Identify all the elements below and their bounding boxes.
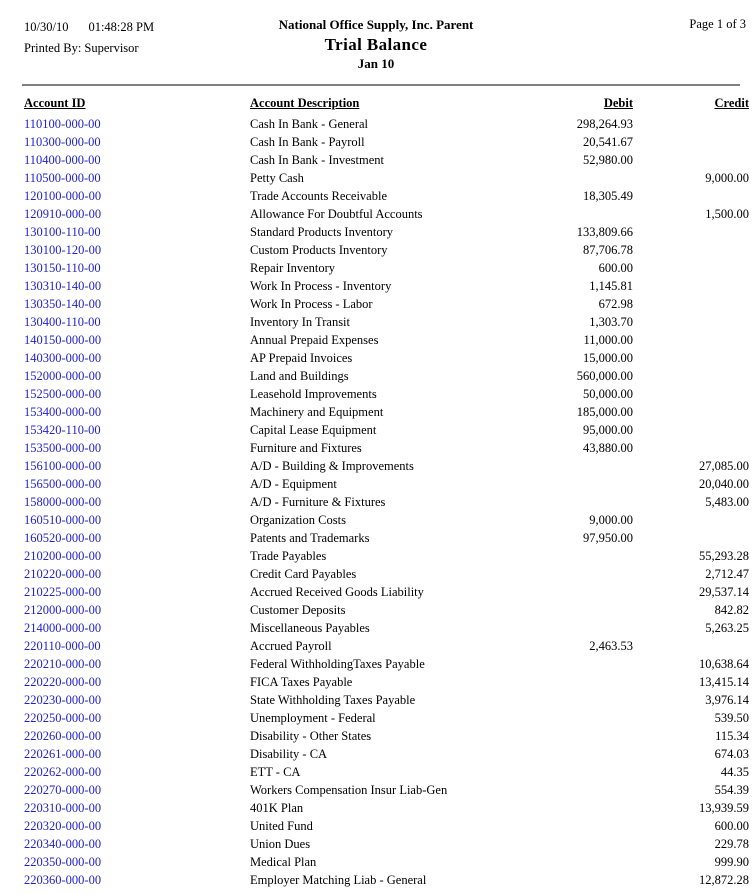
account-id-link[interactable]: 214000-000-00 bbox=[24, 621, 102, 635]
account-id-cell bbox=[24, 655, 250, 673]
table-row bbox=[24, 385, 749, 403]
table-row bbox=[24, 565, 749, 583]
account-description: Allowance For Doubtful Accounts bbox=[250, 207, 423, 221]
table-row bbox=[24, 115, 749, 133]
account-description: Disability - Other States bbox=[250, 729, 372, 743]
account-id-link[interactable]: 212000-000-00 bbox=[24, 603, 102, 617]
account-id-link[interactable]: 130310-140-00 bbox=[24, 279, 102, 293]
debit-amount: 298,264.93 bbox=[576, 117, 633, 131]
account-description: Inventory In Transit bbox=[250, 315, 350, 329]
table-row bbox=[24, 673, 749, 691]
account-id-cell bbox=[24, 457, 250, 475]
credit-amount bbox=[633, 385, 749, 403]
account-description: Disability - CA bbox=[250, 747, 328, 761]
credit-amount bbox=[633, 259, 749, 277]
account-id-link[interactable]: 120910-000-00 bbox=[24, 207, 102, 221]
account-description: Accrued Payroll bbox=[250, 639, 332, 653]
account-description: Unemployment - Federal bbox=[250, 711, 376, 725]
credit-amount bbox=[633, 637, 749, 655]
account-description: United Fund bbox=[250, 819, 313, 833]
credit-amount: 9,000.00 bbox=[705, 171, 749, 185]
account-id-link[interactable]: 220262-000-00 bbox=[24, 765, 102, 779]
debit-amount bbox=[486, 781, 633, 799]
account-id-cell bbox=[24, 781, 250, 799]
credit-amount: 554.39 bbox=[714, 783, 749, 797]
account-id-link[interactable]: 130400-110-00 bbox=[24, 315, 101, 329]
credit-amount: 539.50 bbox=[714, 711, 749, 725]
account-id-link[interactable]: 210200-000-00 bbox=[24, 549, 102, 563]
account-id-cell bbox=[24, 223, 250, 241]
table-row bbox=[24, 601, 749, 619]
credit-amount: 3,976.14 bbox=[705, 693, 749, 707]
account-id-link[interactable]: 220310-000-00 bbox=[24, 801, 102, 815]
debit-amount bbox=[486, 817, 633, 835]
account-id-link[interactable]: 152000-000-00 bbox=[24, 369, 102, 383]
report-table-body bbox=[24, 115, 749, 889]
account-id-cell bbox=[24, 187, 250, 205]
account-description: Accrued Received Goods Liability bbox=[250, 585, 424, 599]
account-description: State Withholding Taxes Payable bbox=[250, 693, 416, 707]
account-id-link[interactable]: 220250-000-00 bbox=[24, 711, 102, 725]
account-id-link[interactable]: 220230-000-00 bbox=[24, 693, 102, 707]
account-id-cell bbox=[24, 133, 250, 151]
account-description: ETT - CA bbox=[250, 765, 301, 779]
account-description: Federal WithholdingTaxes Payable bbox=[250, 657, 425, 671]
account-id-cell bbox=[24, 277, 250, 295]
credit-amount: 999.90 bbox=[714, 855, 749, 869]
account-id-cell bbox=[24, 493, 250, 511]
column-header-debit: Debit bbox=[603, 96, 633, 110]
account-id-cell bbox=[24, 259, 250, 277]
debit-amount bbox=[486, 601, 633, 619]
account-id-link[interactable]: 220350-000-00 bbox=[24, 855, 102, 869]
account-id-link[interactable]: 110400-000-00 bbox=[24, 153, 101, 167]
account-description: Workers Compensation Insur Liab-Gen bbox=[250, 783, 448, 797]
account-id-cell bbox=[24, 619, 250, 637]
table-row bbox=[24, 853, 749, 871]
table-row bbox=[24, 133, 749, 151]
account-id-cell bbox=[24, 835, 250, 853]
credit-amount bbox=[633, 223, 749, 241]
table-row bbox=[24, 403, 749, 421]
debit-amount: 560,000.00 bbox=[576, 369, 633, 383]
credit-amount bbox=[633, 313, 749, 331]
account-id-cell bbox=[24, 385, 250, 403]
debit-amount bbox=[486, 691, 633, 709]
table-row bbox=[24, 745, 749, 763]
account-id-cell bbox=[24, 601, 250, 619]
table-row bbox=[24, 457, 749, 475]
debit-amount: 50,000.00 bbox=[583, 387, 633, 401]
account-id-cell bbox=[24, 637, 250, 655]
debit-amount bbox=[486, 709, 633, 727]
account-id-cell bbox=[24, 799, 250, 817]
credit-amount: 13,415.14 bbox=[699, 675, 749, 689]
account-id-link[interactable]: 220320-000-00 bbox=[24, 819, 102, 833]
account-id-cell bbox=[24, 745, 250, 763]
credit-amount: 5,263.25 bbox=[705, 621, 749, 635]
account-id-link[interactable]: 156500-000-00 bbox=[24, 477, 102, 491]
account-description: Repair Inventory bbox=[250, 261, 336, 275]
credit-amount bbox=[633, 151, 749, 169]
account-description: Machinery and Equipment bbox=[250, 405, 384, 419]
account-id-link[interactable]: 130100-110-00 bbox=[24, 225, 101, 239]
table-row bbox=[24, 151, 749, 169]
account-id-link[interactable]: 220360-000-00 bbox=[24, 873, 102, 887]
debit-amount: 9,000.00 bbox=[589, 513, 633, 527]
table-row bbox=[24, 349, 749, 367]
credit-amount: 10,638.64 bbox=[699, 657, 749, 671]
table-row bbox=[24, 529, 749, 547]
table-row bbox=[24, 871, 749, 889]
table-row bbox=[24, 655, 749, 673]
account-id-cell bbox=[24, 421, 250, 439]
account-id-link[interactable]: 220270-000-00 bbox=[24, 783, 102, 797]
debit-amount: 97,950.00 bbox=[583, 531, 633, 545]
company-name: National Office Supply, Inc. Parent bbox=[278, 17, 474, 32]
credit-amount bbox=[633, 511, 749, 529]
debit-amount bbox=[486, 835, 633, 853]
account-description: Patents and Trademarks bbox=[250, 531, 370, 545]
credit-amount bbox=[633, 439, 749, 457]
table-row bbox=[24, 295, 749, 313]
table-row bbox=[24, 493, 749, 511]
account-id-link[interactable]: 130100-120-00 bbox=[24, 243, 102, 257]
table-row bbox=[24, 367, 749, 385]
debit-amount bbox=[486, 763, 633, 781]
column-header-credit: Credit bbox=[714, 96, 749, 110]
account-id-link[interactable]: 220220-000-00 bbox=[24, 675, 102, 689]
debit-amount: 52,980.00 bbox=[583, 153, 633, 167]
account-id-link[interactable]: 140150-000-00 bbox=[24, 333, 102, 347]
account-description: 401K Plan bbox=[250, 801, 304, 815]
printed-by-label: Printed By: bbox=[24, 41, 82, 55]
debit-amount: 11,000.00 bbox=[583, 333, 633, 347]
table-row bbox=[24, 313, 749, 331]
account-id-link[interactable]: 110500-000-00 bbox=[24, 171, 101, 185]
account-description: Work In Process - Inventory bbox=[250, 279, 392, 293]
account-id-link[interactable]: 120100-000-00 bbox=[24, 189, 102, 203]
debit-amount bbox=[486, 673, 633, 691]
credit-amount bbox=[633, 367, 749, 385]
debit-amount: 1,303.70 bbox=[589, 315, 633, 329]
credit-amount: 2,712.47 bbox=[705, 567, 749, 581]
table-row bbox=[24, 817, 749, 835]
table-row bbox=[24, 241, 749, 259]
account-id-link[interactable]: 152500-000-00 bbox=[24, 387, 102, 401]
account-id-cell bbox=[24, 673, 250, 691]
account-description: Work In Process - Labor bbox=[250, 297, 373, 311]
table-row bbox=[24, 205, 749, 223]
debit-amount bbox=[486, 583, 633, 601]
account-id-cell bbox=[24, 295, 250, 313]
table-row bbox=[24, 691, 749, 709]
account-description: Trade Accounts Receivable bbox=[250, 189, 387, 203]
table-row bbox=[24, 421, 749, 439]
table-row bbox=[24, 439, 749, 457]
account-description: Cash In Bank - Investment bbox=[250, 153, 385, 167]
table-row bbox=[24, 727, 749, 745]
debit-amount bbox=[486, 205, 633, 223]
account-description: Trade Payables bbox=[250, 549, 327, 563]
table-row bbox=[24, 187, 749, 205]
report-title: Trial Balance bbox=[324, 35, 428, 54]
credit-amount bbox=[633, 331, 749, 349]
credit-amount: 674.03 bbox=[714, 747, 749, 761]
account-id-link[interactable]: 140300-000-00 bbox=[24, 351, 102, 365]
debit-amount: 133,809.66 bbox=[576, 225, 633, 239]
account-id-cell bbox=[24, 763, 250, 781]
debit-amount: 1,145.81 bbox=[589, 279, 633, 293]
credit-amount bbox=[633, 241, 749, 259]
account-id-link[interactable]: 153400-000-00 bbox=[24, 405, 102, 419]
debit-amount: 672.98 bbox=[598, 297, 633, 311]
account-description: Petty Cash bbox=[250, 171, 304, 185]
account-id-cell bbox=[24, 709, 250, 727]
credit-amount bbox=[633, 115, 749, 133]
credit-amount: 44.35 bbox=[720, 765, 749, 779]
debit-amount: 95,000.00 bbox=[583, 423, 633, 437]
account-id-link[interactable]: 158000-000-00 bbox=[24, 495, 102, 509]
table-row bbox=[24, 709, 749, 727]
account-description: FICA Taxes Payable bbox=[250, 675, 353, 689]
account-id-link[interactable]: 220210-000-00 bbox=[24, 657, 102, 671]
debit-amount bbox=[486, 493, 633, 511]
account-id-cell bbox=[24, 169, 250, 187]
account-id-link[interactable]: 110300-000-00 bbox=[24, 135, 101, 149]
debit-amount: 600.00 bbox=[598, 261, 633, 275]
debit-amount bbox=[486, 547, 633, 565]
account-id-cell bbox=[24, 403, 250, 421]
account-id-cell bbox=[24, 853, 250, 871]
account-id-link[interactable]: 153500-000-00 bbox=[24, 441, 102, 455]
debit-amount bbox=[486, 745, 633, 763]
account-id-cell bbox=[24, 205, 250, 223]
debit-amount: 15,000.00 bbox=[583, 351, 633, 365]
table-row bbox=[24, 763, 749, 781]
debit-amount bbox=[486, 655, 633, 673]
credit-amount: 842.82 bbox=[714, 603, 749, 617]
account-id-link[interactable]: 153420-110-00 bbox=[24, 423, 101, 437]
account-id-cell bbox=[24, 691, 250, 709]
account-id-cell bbox=[24, 817, 250, 835]
debit-amount: 2,463.53 bbox=[589, 639, 633, 653]
account-description: Custom Products Inventory bbox=[250, 243, 388, 257]
debit-amount bbox=[486, 727, 633, 745]
account-description: Employer Matching Liab - General bbox=[250, 873, 427, 887]
account-description: Capital Lease Equipment bbox=[250, 423, 377, 437]
report-header bbox=[0, 0, 752, 85]
account-id-link[interactable]: 220260-000-00 bbox=[24, 729, 102, 743]
report-period: Jan 10 bbox=[357, 56, 395, 71]
account-description: Cash In Bank - General bbox=[250, 117, 369, 131]
debit-amount bbox=[486, 475, 633, 493]
account-id-cell bbox=[24, 331, 250, 349]
table-row bbox=[24, 331, 749, 349]
credit-amount bbox=[633, 295, 749, 313]
account-id-cell bbox=[24, 241, 250, 259]
account-id-cell bbox=[24, 871, 250, 889]
credit-amount bbox=[633, 403, 749, 421]
account-id-cell bbox=[24, 349, 250, 367]
table-row bbox=[24, 799, 749, 817]
account-description: Miscellaneous Payables bbox=[250, 621, 370, 635]
account-id-cell bbox=[24, 529, 250, 547]
credit-amount: 12,872.28 bbox=[699, 873, 749, 887]
printed-by-value: Supervisor bbox=[84, 41, 139, 55]
table-row bbox=[24, 781, 749, 799]
account-description: A/D - Furniture & Fixtures bbox=[250, 495, 386, 509]
column-header-row bbox=[24, 93, 749, 115]
table-row bbox=[24, 511, 749, 529]
credit-amount: 115.34 bbox=[715, 729, 749, 743]
table-row bbox=[24, 583, 749, 601]
header-divider bbox=[22, 84, 740, 86]
account-id-cell bbox=[24, 151, 250, 169]
debit-amount bbox=[486, 457, 633, 475]
account-id-cell bbox=[24, 547, 250, 565]
table-row bbox=[24, 475, 749, 493]
account-description: A/D - Equipment bbox=[250, 477, 337, 491]
account-id-cell bbox=[24, 115, 250, 133]
report-title-block bbox=[0, 17, 752, 71]
account-id-link[interactable]: 130350-140-00 bbox=[24, 297, 102, 311]
credit-amount: 55,293.28 bbox=[699, 549, 749, 563]
column-header-account-id: Account ID bbox=[24, 96, 86, 110]
account-id-cell bbox=[24, 565, 250, 583]
page-indicator: Page 1 of 3 bbox=[689, 17, 746, 31]
account-id-link[interactable]: 210225-000-00 bbox=[24, 585, 102, 599]
account-id-cell bbox=[24, 583, 250, 601]
column-header-description: Account Description bbox=[250, 96, 360, 110]
credit-amount bbox=[633, 133, 749, 151]
debit-amount: 43,880.00 bbox=[583, 441, 633, 455]
account-id-link[interactable]: 156100-000-00 bbox=[24, 459, 102, 473]
debit-amount bbox=[486, 799, 633, 817]
account-description: Standard Products Inventory bbox=[250, 225, 394, 239]
credit-amount bbox=[633, 529, 749, 547]
account-id-link[interactable]: 160510-000-00 bbox=[24, 513, 102, 527]
credit-amount: 29,537.14 bbox=[699, 585, 749, 599]
account-description: AP Prepaid Invoices bbox=[250, 351, 353, 365]
account-id-link[interactable]: 110100-000-00 bbox=[24, 117, 101, 131]
table-row bbox=[24, 169, 749, 187]
account-description: A/D - Building & Improvements bbox=[250, 459, 414, 473]
account-description: Union Dues bbox=[250, 837, 311, 851]
account-description: Customer Deposits bbox=[250, 603, 346, 617]
debit-amount bbox=[486, 565, 633, 583]
account-id-link[interactable]: 220261-000-00 bbox=[24, 747, 102, 761]
debit-amount: 185,000.00 bbox=[576, 405, 633, 419]
account-description: Leasehold Improvements bbox=[250, 387, 377, 401]
account-id-link[interactable]: 220340-000-00 bbox=[24, 837, 102, 851]
credit-amount bbox=[633, 421, 749, 439]
debit-amount bbox=[486, 871, 633, 889]
account-id-cell bbox=[24, 727, 250, 745]
credit-amount bbox=[633, 349, 749, 367]
account-description: Medical Plan bbox=[250, 855, 317, 869]
account-description: Credit Card Payables bbox=[250, 567, 357, 581]
credit-amount bbox=[633, 277, 749, 295]
credit-amount: 1,500.00 bbox=[705, 207, 749, 221]
debit-amount bbox=[486, 853, 633, 871]
table-row bbox=[24, 277, 749, 295]
table-row bbox=[24, 619, 749, 637]
table-row bbox=[24, 259, 749, 277]
credit-amount: 600.00 bbox=[714, 819, 749, 833]
account-id-cell bbox=[24, 475, 250, 493]
account-id-link[interactable]: 160520-000-00 bbox=[24, 531, 102, 545]
account-id-link[interactable]: 220110-000-00 bbox=[24, 639, 101, 653]
report-time: 01:48:28 PM bbox=[88, 20, 155, 34]
account-description: Cash In Bank - Payroll bbox=[250, 135, 365, 149]
debit-amount: 87,706.78 bbox=[583, 243, 633, 257]
account-description: Land and Buildings bbox=[250, 369, 349, 383]
account-description: Organization Costs bbox=[250, 513, 346, 527]
report-date: 10/30/10 bbox=[24, 20, 69, 34]
credit-amount bbox=[633, 187, 749, 205]
credit-amount: 20,040.00 bbox=[699, 477, 749, 491]
credit-amount: 13,939.59 bbox=[699, 801, 749, 815]
debit-amount bbox=[486, 619, 633, 637]
table-row bbox=[24, 637, 749, 655]
table-row bbox=[24, 223, 749, 241]
credit-amount: 5,483.00 bbox=[705, 495, 749, 509]
credit-amount: 27,085.00 bbox=[699, 459, 749, 473]
credit-amount: 229.78 bbox=[714, 837, 749, 851]
debit-amount bbox=[486, 169, 633, 187]
account-id-link[interactable]: 130150-110-00 bbox=[24, 261, 101, 275]
trial-balance-table bbox=[24, 93, 749, 889]
account-description: Furniture and Fixtures bbox=[250, 441, 362, 455]
account-id-cell bbox=[24, 313, 250, 331]
account-id-cell bbox=[24, 511, 250, 529]
table-row bbox=[24, 835, 749, 853]
account-id-cell bbox=[24, 439, 250, 457]
account-id-link[interactable]: 210220-000-00 bbox=[24, 567, 102, 581]
debit-amount: 20,541.67 bbox=[583, 135, 633, 149]
account-id-cell bbox=[24, 367, 250, 385]
account-description: Annual Prepaid Expenses bbox=[250, 333, 379, 347]
table-row bbox=[24, 547, 749, 565]
debit-amount: 18,305.49 bbox=[583, 189, 633, 203]
